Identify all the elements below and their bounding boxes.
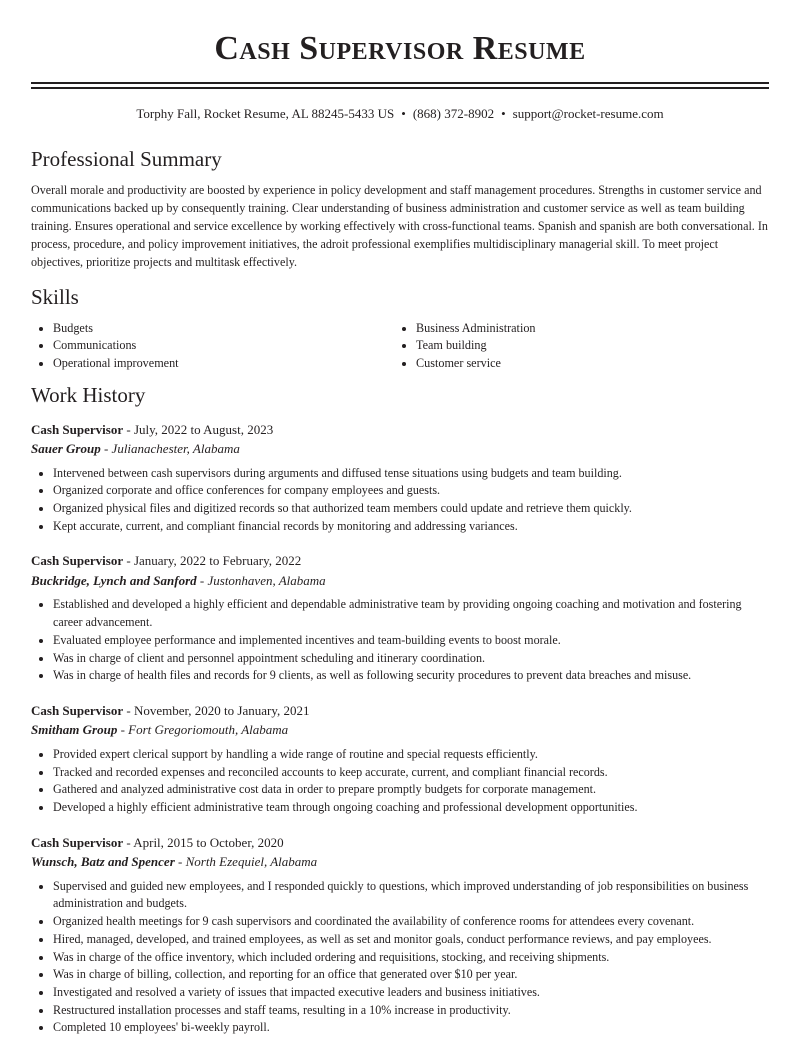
job-bullet: • Organized health meetings for 9 cash supervisors and coordinated the availability of conference rooms for attendees every covenant. <box>53 913 769 931</box>
summary-heading: Professional Summary <box>31 147 222 171</box>
skill-item: • Customer service <box>416 355 757 373</box>
job-bullet: • Was in charge of the office inventory, which included ordering and requisitions, stocking, and receiving shipments. <box>53 949 769 967</box>
job-entry <box>31 701 769 817</box>
job-bullet: • Was in charge of billing, collection, and reporting for an office that generated over $10 per year. <box>53 966 769 984</box>
job-bullet: • Supervised and guided new employees, and I responded quickly to questions, which improved understanding of job responsibilities on business administration and budgets. <box>53 878 769 913</box>
job-bullet: • Intervened between cash supervisors during arguments and diffused tense situations using budgets and team building. <box>53 465 769 483</box>
contact-email: support@rocket-resume.com <box>512 106 664 121</box>
job-title: Cash Supervisor <box>31 553 124 569</box>
contact-address: Torphy Fall, Rocket Resume, AL 88245-5433 US <box>136 106 395 121</box>
job-company-line <box>31 571 769 591</box>
job-company: Buckridge, Lynch and Sanford <box>31 572 197 588</box>
job-company-line <box>31 439 769 459</box>
job-bullets <box>31 596 769 685</box>
job-bullet: • Completed 10 employees' bi-weekly payroll. <box>53 1019 769 1037</box>
contact-line <box>31 104 769 124</box>
job-location: - North Ezequiel, Alabama <box>174 854 318 870</box>
job-dates: - January, 2022 to February, 2022 <box>123 553 302 569</box>
job-bullet: • Established and developed a highly efficient and dependable administrative team by providing ongoing coaching and motivation and fostering career advancement. <box>53 596 769 631</box>
job-location: - Fort Gregoriomouth, Alabama <box>117 722 289 738</box>
job-bullet: • Developed a highly efficient administrative team through ongoing coaching and professional development opportunities. <box>53 799 769 817</box>
job-bullet: • Was in charge of client and personnel appointment scheduling and itinerary coordination. <box>53 650 769 668</box>
job-bullet: • Provided expert clerical support by handling a wide range of routine and special requests efficiently. <box>53 746 769 764</box>
job-title: Cash Supervisor <box>31 834 124 850</box>
job-bullets <box>31 465 769 536</box>
work-history-heading: Work History <box>31 382 146 407</box>
job-title: Cash Supervisor <box>31 702 124 718</box>
contact-separator: • <box>401 106 406 121</box>
summary-text: Overall morale and productivity are boosted by experience in policy development and staff management procedures. Strengths in customer service and communications backed up by consequently training. Clear understanding of business administration and customer service as well as team building training. Ensures operational and service excellence by working effectively with cross-functional teams. Spanish and spanish are both conversational. In process, procedure, and policy improvement initiatives, the adroit professional exemplifies multidisciplinary managerial skill. To meet project objectives, prioritize projects and multitask effectively. <box>31 183 768 269</box>
job-location: - Justonhaven, Alabama <box>196 572 326 588</box>
skills-column-left <box>31 320 394 373</box>
resume-title: Cash Supervisor Resume <box>214 30 586 67</box>
job-dates: - April, 2015 to October, 2020 <box>123 834 284 850</box>
skill-item: • Budgets <box>53 320 394 338</box>
job-company-line <box>31 852 769 872</box>
skills-column-right <box>394 320 757 373</box>
job-entry <box>31 420 769 536</box>
job-bullets <box>31 746 769 817</box>
job-dates: - November, 2020 to January, 2021 <box>123 702 310 718</box>
job-title-line <box>31 701 769 721</box>
job-bullet: • Hired, managed, developed, and trained employees, as well as set and monitor goals, conduct performance reviews, and pay employees. <box>53 931 769 949</box>
job-entry <box>31 833 769 1037</box>
job-bullet: • Organized corporate and office conferences for company employees and guests. <box>53 482 769 500</box>
job-bullet: • Organized physical files and digitized records so that authorized team members could update and retrieve them quickly. <box>53 500 769 518</box>
contact-phone: (868) 372-8902 <box>412 106 495 121</box>
skills-list <box>31 320 769 373</box>
job-company: Wunsch, Batz and Spencer <box>31 854 175 870</box>
skill-item: • Business Administration <box>416 320 757 338</box>
job-bullets <box>31 878 769 1037</box>
job-company: Sauer Group <box>31 441 101 457</box>
skills-heading: Skills <box>31 284 79 309</box>
job-bullet: • Restructured installation processes and staff teams, resulting in a 10% increase in productivity. <box>53 1002 769 1020</box>
resume-page <box>31 0 769 1037</box>
job-company-line <box>31 720 769 740</box>
job-dates: - July, 2022 to August, 2023 <box>123 421 274 437</box>
job-entry <box>31 551 769 685</box>
job-bullet: • Evaluated employee performance and implemented incentives and team-building events to boost morale. <box>53 632 769 650</box>
skill-item: • Operational improvement <box>53 355 394 373</box>
job-title: Cash Supervisor <box>31 421 124 437</box>
job-location: - Julianachester, Alabama <box>100 441 240 457</box>
job-title-line <box>31 833 769 853</box>
job-company: Smitham Group <box>31 722 118 738</box>
job-bullet: • Gathered and analyzed administrative cost data in order to prepare promptly budgets for corporate management. <box>53 781 769 799</box>
job-bullet: • Investigated and resolved a variety of issues that impacted executive leaders and business initiatives. <box>53 984 769 1002</box>
job-title-line <box>31 420 769 440</box>
header-divider <box>31 82 769 89</box>
job-bullet: • Was in charge of health files and records for 9 clients, as well as following security procedures to prevent data breaches and misuse. <box>53 667 769 685</box>
job-title-line <box>31 551 769 571</box>
job-bullet: • Tracked and recorded expenses and reconciled accounts to keep accurate, current, and compliant financial records. <box>53 764 769 782</box>
contact-separator: • <box>501 106 506 121</box>
job-bullet: • Kept accurate, current, and compliant financial records by monitoring and addressing variances. <box>53 518 769 536</box>
skill-item: • Communications <box>53 337 394 355</box>
skill-item: • Team building <box>416 337 757 355</box>
